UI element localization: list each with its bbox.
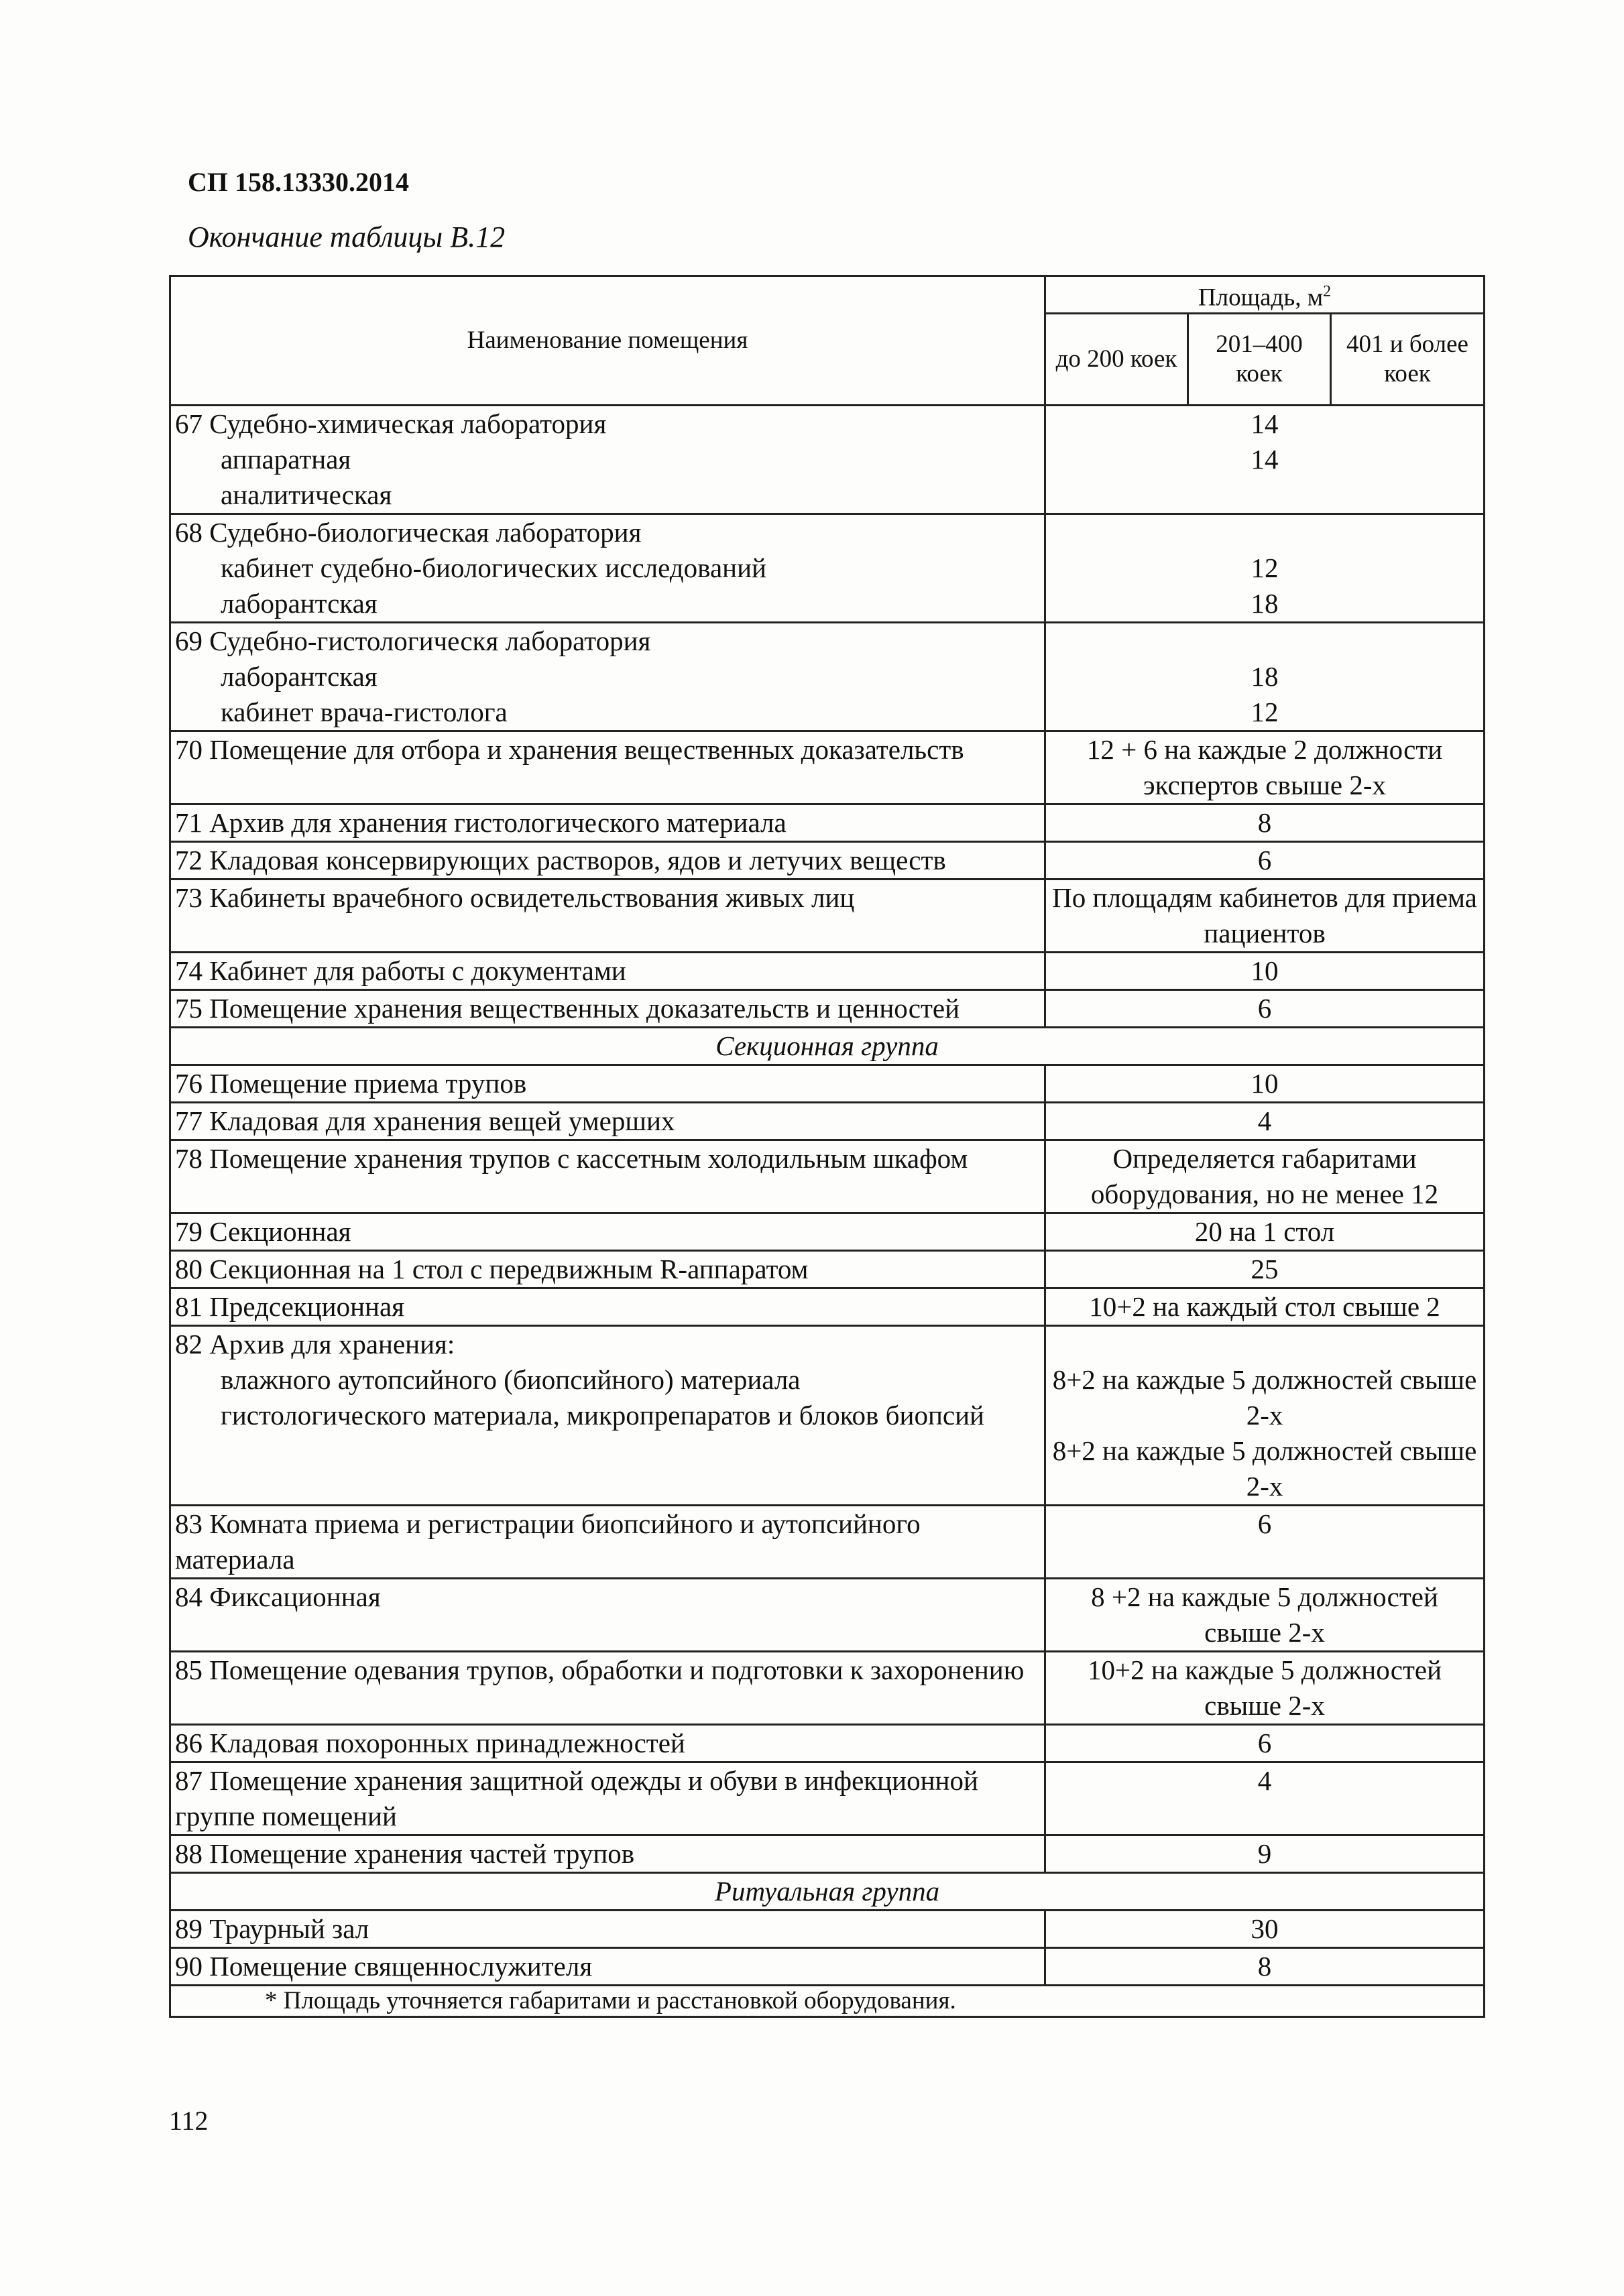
group-row [170, 1028, 1485, 1065]
room-name: 69 Судебно-гистологическя лаборатория [175, 625, 651, 656]
table-row [170, 1835, 1485, 1873]
area-value-cell: 10 [1045, 953, 1485, 990]
table-row [170, 1506, 1485, 1579]
room-name-header: Наименование помещения [170, 276, 1045, 406]
table-row [170, 804, 1485, 842]
table-row [170, 1288, 1485, 1326]
room-name-cell [170, 514, 1045, 623]
area-value-cell: 6 [1045, 990, 1485, 1028]
area-value-cell: 6 [1045, 1725, 1485, 1762]
area-value: 14 [1251, 444, 1279, 475]
room-name-cell: 81 Предсекционная [170, 1288, 1045, 1326]
table-row [170, 1762, 1485, 1835]
sub-room-name: аппаратная [221, 444, 351, 475]
sub-room-name: влажного аутопсийного (биопсийного) материала [221, 1364, 801, 1395]
room-name-cell: 73 Кабинеты врачебного освидетельствования живых лиц [170, 880, 1045, 953]
area-value-cell: 10 [1045, 1065, 1485, 1103]
area-value-cell [1045, 514, 1485, 623]
table-row [170, 731, 1485, 804]
room-name-cell: 75 Помещение хранения вещественных доказательств и ценностей [170, 990, 1045, 1028]
area-value-cell [1045, 1326, 1485, 1506]
document-code: СП 158.13330.2014 [188, 167, 409, 197]
room-name-cell: 78 Помещение хранения трупов с кассетным холодильным шкафом [170, 1140, 1045, 1213]
table-row [170, 1140, 1485, 1213]
room-name-cell [170, 1326, 1045, 1506]
room-name-cell: 84 Фиксационная [170, 1579, 1045, 1652]
area-value-cell: 10+2 на каждые 5 должностей свыше 2-х [1045, 1652, 1485, 1725]
area-value: 12 [1251, 697, 1279, 727]
area-value-cell: Определяется габаритами оборудования, но не менее 12 [1045, 1140, 1485, 1213]
table-row [170, 1065, 1485, 1103]
room-name-cell: 72 Кладовая консервирующих растворов, ядов и летучих веществ [170, 842, 1045, 880]
room-name-cell: 88 Помещение хранения частей трупов [170, 1835, 1045, 1873]
room-name-cell: 74 Кабинет для работы с документами [170, 953, 1045, 990]
area-value-cell: 8 +2 на каждые 5 должностей свыше 2-х [1045, 1579, 1485, 1652]
area-value-cell: 6 [1045, 1506, 1485, 1579]
room-name-cell: 70 Помещение для отбора и хранения вещественных доказательств [170, 731, 1045, 804]
area-table [169, 275, 1485, 2018]
area-value-cell: 4 [1045, 1103, 1485, 1140]
area-value [1050, 515, 1479, 550]
room-name-cell: 86 Кладовая похоронных принадлежностей [170, 1725, 1045, 1762]
room-name-cell: 87 Помещение хранения защитной одежды и обуви в инфекционной группе помещений [170, 1762, 1045, 1835]
table-row [170, 514, 1485, 623]
col-401-plus-beds: 401 и более коек [1331, 314, 1485, 406]
table-row [170, 1911, 1485, 1948]
col-up-to-200-beds: до 200 коек [1045, 314, 1188, 406]
table-row [170, 953, 1485, 990]
table-body [170, 406, 1485, 1986]
area-value [1050, 477, 1479, 513]
table-row [170, 1251, 1485, 1288]
table-caption: Окончание таблицы В.12 [188, 221, 506, 253]
area-value-cell: 25 [1045, 1251, 1485, 1288]
area-value-cell: 6 [1045, 842, 1485, 880]
room-name-cell: 90 Помещение священнослужителя [170, 1948, 1045, 1986]
room-name-cell [170, 623, 1045, 731]
area-value: 8+2 на каждые 5 должностей свыше 2-х [1052, 1364, 1477, 1431]
page-number: 112 [169, 2106, 209, 2136]
room-name-cell [170, 406, 1045, 514]
sub-room-name: аналитическая [221, 479, 392, 510]
area-value: 18 [1251, 588, 1279, 619]
sub-room-name: лаборантская [221, 661, 378, 692]
area-value: 8+2 на каждые 5 должностей свыше 2-х [1052, 1435, 1477, 1502]
table-row [170, 1579, 1485, 1652]
area-value [1050, 623, 1479, 659]
unit-superscript: 2 [1323, 283, 1332, 300]
table-row [170, 1652, 1485, 1725]
table-row [170, 1326, 1485, 1506]
table-header [170, 276, 1485, 406]
room-name-cell: 89 Траурный зал [170, 1911, 1045, 1948]
table-row [170, 842, 1485, 880]
area-value-cell: 4 [1045, 1762, 1485, 1835]
room-name-cell: 83 Комната приема и регистрации биопсийного и аутопсийного материала [170, 1506, 1045, 1579]
table-row [170, 880, 1485, 953]
area-value-cell: 12 + 6 на каждые 2 должности экспертов свыше 2-х [1045, 731, 1485, 804]
group-row [170, 1873, 1485, 1911]
area-header: Площадь, $м^2$ [1045, 276, 1485, 314]
area-value-cell: 30 [1045, 1911, 1485, 1948]
area-value-cell: 8 [1045, 804, 1485, 842]
area-value: 18 [1251, 661, 1279, 692]
group-heading: Секционная группа [170, 1028, 1485, 1065]
room-name: 67 Судебно-химическая лаборатория [175, 408, 607, 439]
sub-room-name: лаборантская [221, 588, 378, 619]
table-footnote: * Площадь уточняется габаритами и расстановкой оборудования. [170, 1986, 1485, 2017]
area-value: 12 [1251, 552, 1279, 583]
area-value [1050, 1327, 1479, 1362]
table-row [170, 1948, 1485, 1986]
area-value-cell: 10+2 на каждый стол свыше 2 [1045, 1288, 1485, 1326]
table-row [170, 1725, 1485, 1762]
room-name: 68 Судебно-биологическая лаборатория [175, 517, 642, 548]
area-value-cell: 20 на 1 стол [1045, 1213, 1485, 1251]
room-name-cell: 77 Кладовая для хранения вещей умерших [170, 1103, 1045, 1140]
area-value: 14 [1251, 408, 1279, 439]
table-row [170, 1213, 1485, 1251]
room-name-cell: 79 Секционная [170, 1213, 1045, 1251]
area-value-cell: 9 [1045, 1835, 1485, 1873]
table-row [170, 623, 1485, 731]
table-row [170, 990, 1485, 1028]
group-heading: Ритуальная группа [170, 1873, 1485, 1911]
area-value-cell: 8 [1045, 1948, 1485, 1986]
room-name-cell: 80 Секционная на 1 стол с передвижным R-аппаратом [170, 1251, 1045, 1288]
area-value-cell: По площадям кабинетов для приема пациентов [1045, 880, 1485, 953]
room-name-cell: 76 Помещение приема трупов [170, 1065, 1045, 1103]
table-row [170, 1103, 1485, 1140]
table-row [170, 406, 1485, 514]
sub-room-name: кабинет врача-гистолога [221, 697, 508, 727]
room-name: 82 Архив для хранения: [175, 1329, 455, 1360]
sub-room-name: гистологического материала, микропрепаратов и блоков биопсий [221, 1400, 984, 1431]
room-name-cell: 71 Архив для хранения гистологического материала [170, 804, 1045, 842]
area-value-cell [1045, 623, 1485, 731]
area-value-cell [1045, 406, 1485, 514]
sub-room-name: кабинет судебно-биологических исследований [221, 552, 766, 583]
col-201-400-beds: 201–400 коек [1188, 314, 1331, 406]
room-name-cell: 85 Помещение одевания трупов, обработки и подготовки к захоронению [170, 1652, 1045, 1725]
